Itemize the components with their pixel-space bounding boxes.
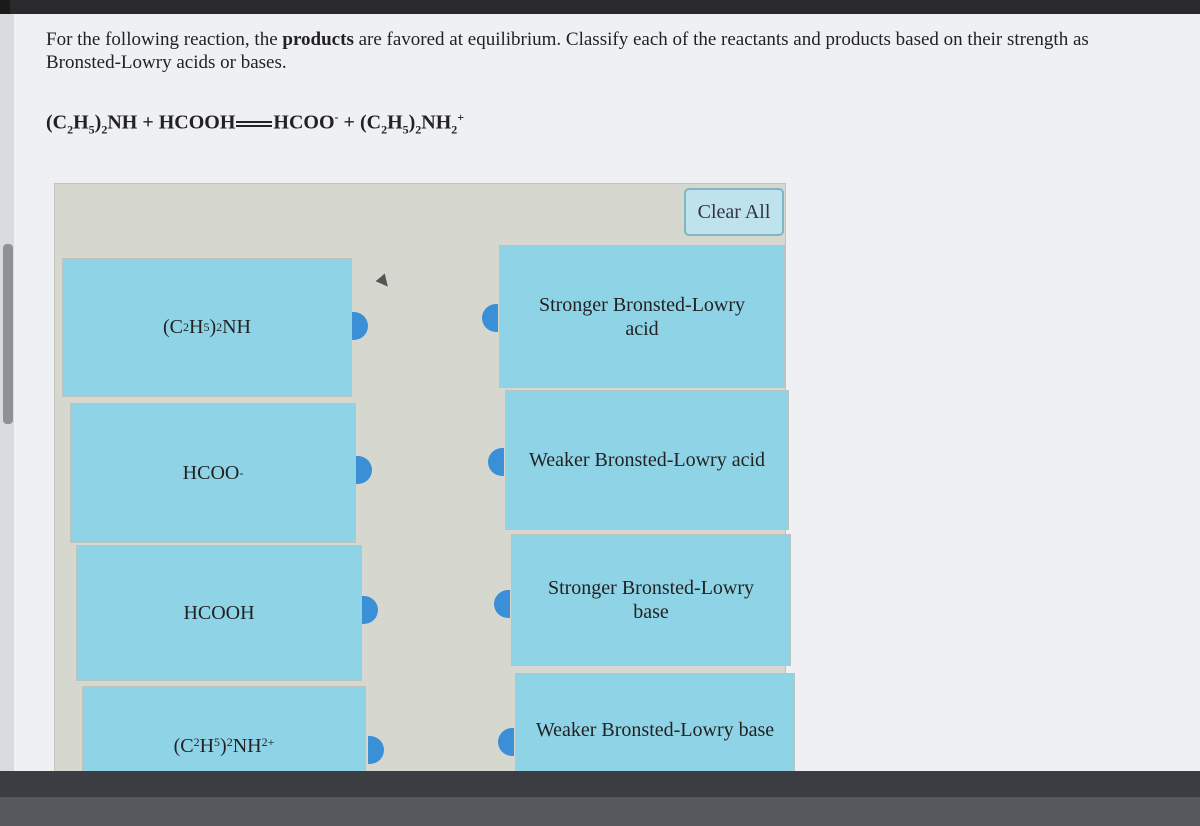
eq-text: H <box>387 111 403 134</box>
item-text: NH <box>232 735 262 757</box>
eq-sub: 2 <box>451 122 458 137</box>
item-text: H <box>188 316 204 338</box>
item-formic-acid[interactable] <box>76 545 362 681</box>
category-stronger-acid[interactable] <box>499 245 785 388</box>
item-sub: 2 <box>261 735 268 749</box>
question-text <box>46 28 1126 74</box>
equilibrium-arrow-icon <box>236 119 272 129</box>
category-label: Weaker Bronsted-Lowry acid <box>528 449 766 471</box>
item-text: (C <box>162 316 183 338</box>
clear-all-button[interactable]: Clear All <box>684 188 784 236</box>
question-emphasis: products <box>282 29 354 50</box>
item-text: ) <box>209 316 217 338</box>
scrollbar-thumb[interactable] <box>3 244 13 424</box>
item-text: H <box>199 735 215 757</box>
item-diethylamine[interactable] <box>62 258 352 397</box>
top-strip <box>0 0 1200 14</box>
eq-text: H <box>73 111 89 134</box>
item-sup: + <box>267 735 275 749</box>
eq-text: ) <box>94 111 102 134</box>
eq-sub: 2 <box>101 122 108 137</box>
category-stronger-base[interactable] <box>511 534 791 666</box>
item-sub: 5 <box>214 735 221 749</box>
item-sub: 2 <box>226 735 233 749</box>
item-text: HCOO <box>182 461 240 484</box>
left-rail <box>0 14 14 804</box>
eq-sub: 2 <box>67 122 74 137</box>
eq-text: (C <box>46 111 68 134</box>
reaction-equation <box>46 110 464 138</box>
eq-text: ) <box>408 111 416 134</box>
eq-plus: + <box>137 111 159 134</box>
eq-sub: 2 <box>381 122 388 137</box>
eq-text: HCOOH <box>158 111 236 134</box>
eq-sub: 5 <box>88 122 95 137</box>
eq-text: NH <box>421 111 452 134</box>
eq-sub: 5 <box>402 122 409 137</box>
category-label: Stronger Bronsted-Lowry base <box>547 577 755 623</box>
item-sup: - <box>239 465 244 480</box>
category-weaker-base[interactable] <box>515 673 795 783</box>
item-sub: 2 <box>216 320 223 334</box>
item-sub: 5 <box>203 320 210 334</box>
item-formate[interactable] <box>70 403 356 543</box>
item-sub: 2 <box>182 320 189 334</box>
bottom-bezel <box>0 771 1200 826</box>
eq-text: HCOO <box>273 111 335 134</box>
corner-mark <box>0 0 10 14</box>
category-label: Weaker Bronsted-Lowry base <box>535 719 775 741</box>
item-text: ) <box>220 735 227 757</box>
item-text: NH <box>222 316 251 338</box>
eq-sup: - <box>334 110 339 124</box>
bottom-bezel-inner <box>0 797 1200 826</box>
eq-sub: 2 <box>415 122 422 137</box>
category-label: Stronger Bronsted-Lowry acid <box>538 293 746 340</box>
question-part: For the following reaction, the <box>46 29 283 50</box>
item-text: (C <box>173 735 194 757</box>
question-part: are favored at equilibrium. Classify each of the reactants and products based on their strength as Bronsted-Lowry acids or bases. <box>46 29 1089 73</box>
category-weaker-acid[interactable] <box>505 390 789 530</box>
eq-sup: + <box>457 110 465 124</box>
eq-text: NH <box>107 111 138 134</box>
item-sub: 2 <box>193 735 200 749</box>
item-text: HCOOH <box>183 601 255 624</box>
eq-text: (C <box>359 111 382 134</box>
eq-plus: + <box>338 111 360 134</box>
